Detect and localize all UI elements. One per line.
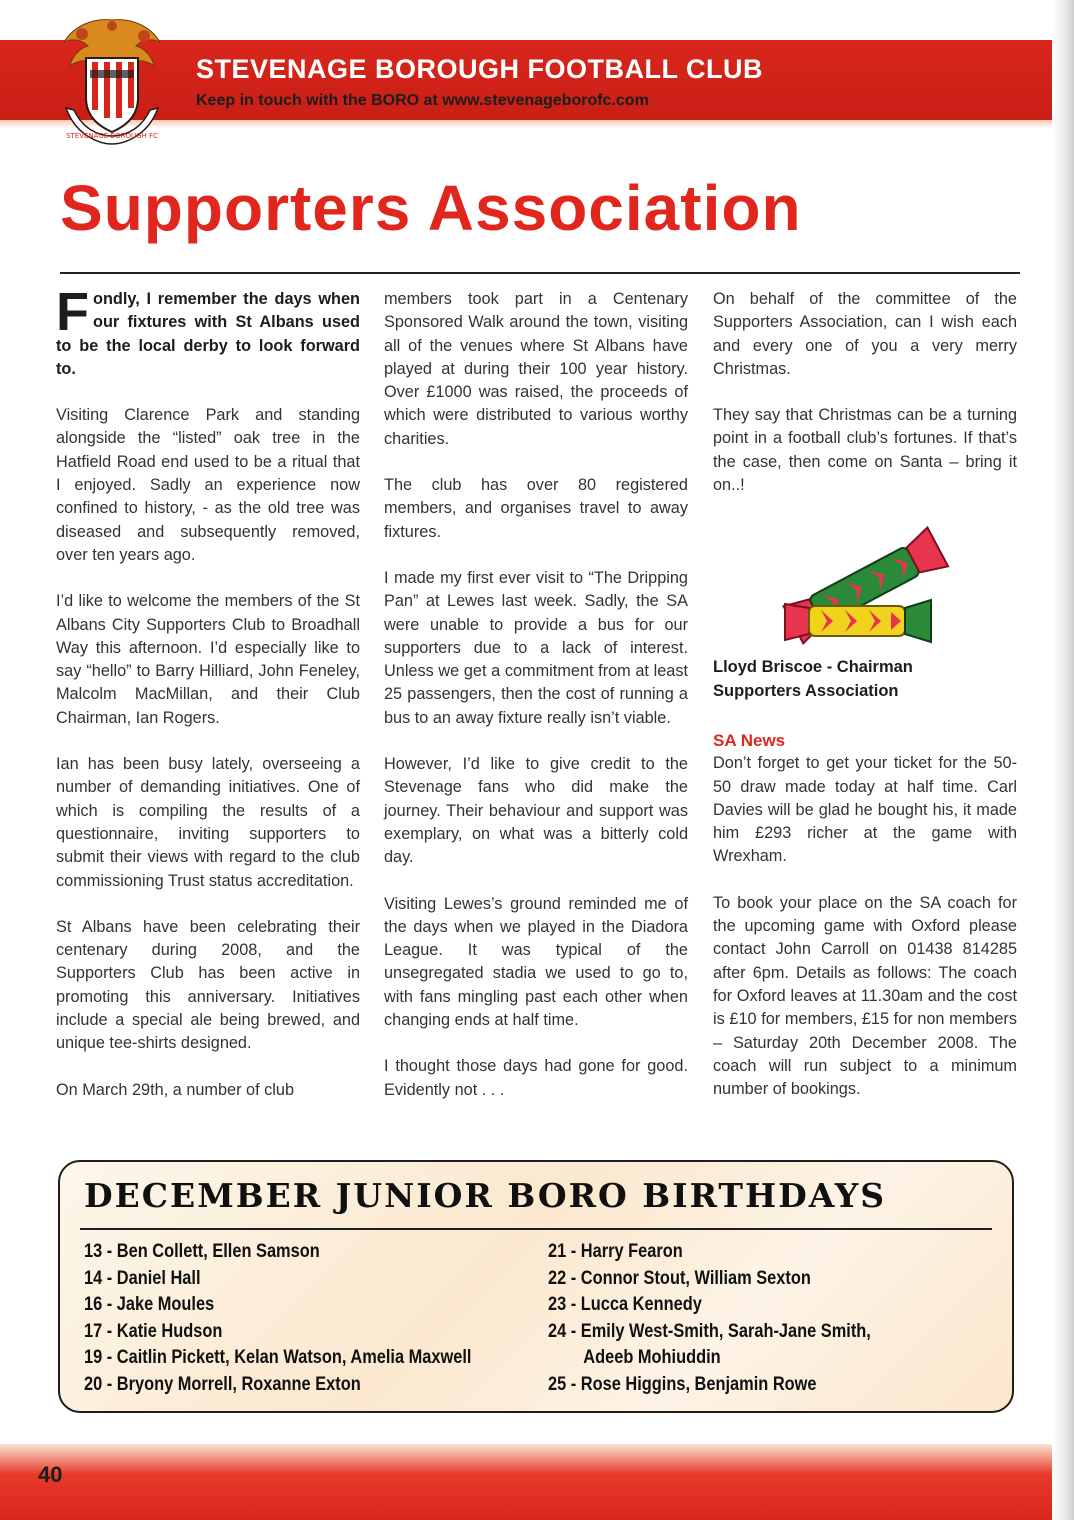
- christmas-cracker-icon: [763, 516, 963, 646]
- signature: [713, 656, 1017, 703]
- birthday-entry: 21 - Harry Fearon: [548, 1240, 683, 1262]
- paragraph: The club has over 80 registered members, and organises travel to away fixtures.: [384, 476, 688, 541]
- sa-news-heading: SA News: [713, 730, 786, 750]
- birthday-entry: 25 - Rose Higgins, Benjamin Rowe: [548, 1372, 817, 1395]
- title-divider: [60, 272, 1020, 274]
- paragraph: Visiting Clarence Park and standing alongside the “listed” oak tree in the Hatfield Road end used to be a ritual that I enjoyed. Sadly an experience now confined to history, - as the old tree was diseased and subsequently removed, over ten years ago.: [56, 406, 360, 564]
- birthdays-divider: [80, 1228, 992, 1230]
- birthdays-box: [58, 1160, 1014, 1413]
- svg-text:STEVENAGE BOROUGH FC: STEVENAGE BOROUGH FC: [66, 132, 158, 140]
- birthdays-list-right: [548, 1238, 871, 1397]
- paragraph: Ian has been busy lately, overseeing a number of demanding initiatives. One of which is compiling the results of a questionnaire, inviting supporters to submit their views with regard to the club commissioning Trust status accreditation.: [56, 755, 360, 890]
- lead-text: ondly, I remember the days when our fixtures with St Albans used to be the local derby to look forward to.: [56, 290, 360, 378]
- paragraph: On behalf of the committee of the Supporters Association, can I wish each and every one of you a very merry Christmas.: [713, 290, 1017, 378]
- birthday-entry-continued: Adeeb Mohiuddin: [583, 1346, 721, 1368]
- paragraph: St Albans have been celebrating their centenary during 2008, and the Supporters Club has been active in promoting this anniversary. Initiatives include a special ale being brewed, and unique tee-shirts designed.: [56, 917, 360, 1053]
- birthday-entry: 13 - Ben Collett, Ellen Samson: [84, 1240, 320, 1262]
- page-number: 40: [38, 1462, 63, 1487]
- birthdays-list-left: [84, 1238, 471, 1397]
- page-title: Supporters Association: [60, 172, 802, 244]
- birthday-entry: 14 - Daniel Hall: [84, 1266, 201, 1289]
- paragraph: Visiting Lewes’s ground reminded me of the days when we played in the Diadora League. It was typical of the unsegregated stadia we used to go to, with fans mingling past each other when changing ends at half time.: [384, 894, 688, 1030]
- paragraph: However, I’d like to give credit to the Stevenage fans who did make the journey. Their behaviour and support was exemplary, on what was a bitterly cold day.: [384, 755, 688, 867]
- lead-paragraph: [56, 282, 360, 381]
- article-column-2: [384, 288, 688, 1125]
- club-tagline: Keep in touch with the BORO at www.stevenageborofc.com: [196, 92, 649, 109]
- article-column-3: [713, 288, 1017, 1124]
- signature-org: Supporters Association: [713, 681, 899, 700]
- birthday-entry: 23 - Lucca Kennedy: [548, 1293, 702, 1315]
- birthday-entry: 20 - Bryony Morrell, Roxanne Exton: [84, 1372, 361, 1395]
- paragraph: To book your place on the SA coach for the upcoming game with Oxford please contact John Carroll on 01438 814285 after 6pm. Details as follows: The coach for Oxford leaves at 11.30am and the cost is £10 for members, £15 for non members – Saturday 20th December 2008. The coach will run subject to a minimum number of bookings.: [713, 893, 1017, 1099]
- club-name: STEVENAGE BOROUGH FOOTBALL CLUB: [196, 54, 764, 84]
- paragraph: I thought those days had gone for good. Evidently not . . .: [384, 1057, 688, 1099]
- birthday-entry: 19 - Caitlin Pickett, Kelan Watson, Amelia Maxwell: [84, 1346, 472, 1368]
- paragraph: On March 29th, a number of club: [56, 1080, 295, 1099]
- article-column-1: [56, 282, 360, 1125]
- paragraph: They say that Christmas can be a turning point in a football club’s fortunes. If that’s the case, then come on Santa – bring it on..!: [713, 406, 1017, 495]
- birthday-entry: 17 - Katie Hudson: [84, 1319, 223, 1342]
- birthdays-title: DECEMBER JUNIOR BORO BIRTHDAYS: [84, 1176, 887, 1215]
- paragraph: Don’t forget to get your ticket for the 50-50 draw made today at half time. Carl Davies will be glad he bought his, it made him £293 richer at the game with Wrexham.: [713, 754, 1017, 866]
- paragraph: I’d like to welcome the members of the St Albans City Supporters Club to Broadhall Way this afternoon. I’d especially like to say “hello” to Barry Hilliard, John Feneley, Malcolm MacMillan, and their Club Chairman, Ian Rogers.: [56, 592, 360, 727]
- birthday-entry: 24 - Emily West-Smith, Sarah-Jane Smith,: [548, 1319, 871, 1342]
- birthday-entry: 16 - Jake Moules: [84, 1293, 215, 1315]
- paragraph: I made my first ever visit to “The Dripping Pan” at Lewes last week. Sadly, the SA were unable to provide a bus for our supporters due to a lack of interest. Unless we get a commitment from at least 25 passengers, then the cost of running a bus to an away fixture really isn’t viable.: [384, 568, 688, 727]
- drop-cap: F: [56, 282, 89, 342]
- club-crest-icon: [52, 12, 172, 148]
- signature-name: Lloyd Briscoe - Chairman: [713, 658, 913, 677]
- footer-band: [0, 1444, 1074, 1520]
- page-spine-shadow: [1052, 0, 1074, 1520]
- paragraph: members took part in a Centenary Sponsored Walk around the town, visiting all of the venues where St Albans have played at during their 100 year history. Over £1000 was raised, the proceeds of which were distributed to various worthy charities.: [384, 290, 688, 448]
- birthday-entry: 22 - Connor Stout, William Sexton: [548, 1266, 811, 1289]
